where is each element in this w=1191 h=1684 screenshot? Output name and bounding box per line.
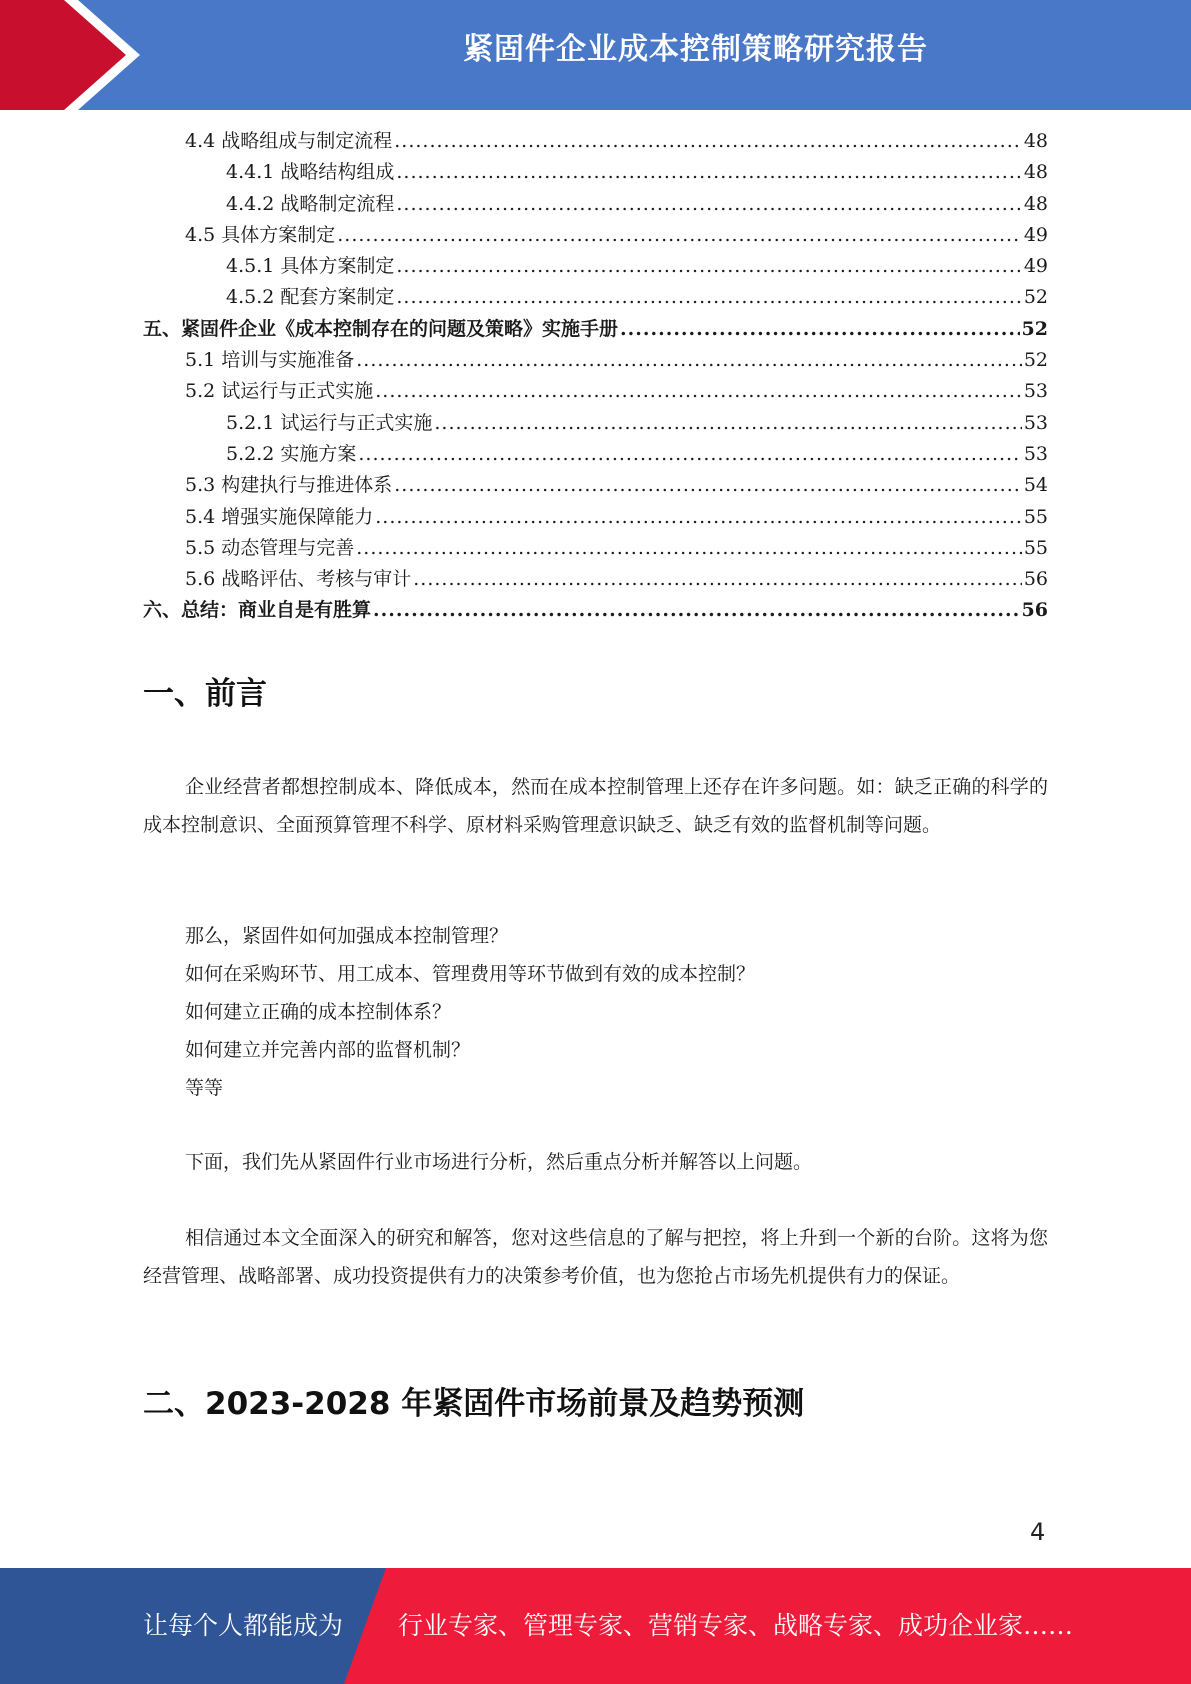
toc-dot-leader xyxy=(358,443,1021,465)
toc-entry[interactable] xyxy=(143,126,1048,157)
toc-entry-page: 54 xyxy=(1023,474,1048,497)
toc-entry-title: 5.4 增强实施保障能力 xyxy=(185,505,374,528)
toc-dot-leader xyxy=(337,224,1022,246)
toc-dot-leader xyxy=(396,255,1021,277)
page-footer xyxy=(0,1568,1191,1684)
toc-entry[interactable] xyxy=(143,157,1048,188)
toc-entry[interactable] xyxy=(143,220,1048,251)
toc-entry[interactable] xyxy=(143,595,1048,626)
toc-entry[interactable] xyxy=(143,439,1048,470)
toc-entry-title: 5.6 战略评估、考核与审计 xyxy=(185,568,412,591)
preface-paragraph-3: 相信通过本文全面深入的研究和解答，您对这些信息的了解与把控，将上升到一个新的台阶。这将为您经营管理、战略部署、成功投资提供有力的决策参考价值，也为您抢占市场先机提供有力的保证。 xyxy=(143,1227,1048,1287)
toc-entry-page: 56 xyxy=(1021,599,1048,622)
toc-entry[interactable] xyxy=(143,282,1048,313)
toc-entry[interactable] xyxy=(143,533,1048,564)
question-line: 如何建立正确的成本控制体系？ xyxy=(185,1001,452,1023)
toc-entry-title: 五、紧固件企业《成本控制存在的问题及策略》实施手册 xyxy=(143,317,619,340)
toc-entry-page: 53 xyxy=(1023,380,1048,403)
toc-entry[interactable] xyxy=(143,376,1048,407)
toc-entry-page: 52 xyxy=(1023,349,1048,372)
toc-entry-title: 4.5.1 具体方案制定 xyxy=(226,255,395,278)
toc-dot-leader xyxy=(373,599,1020,621)
toc-entry-page: 48 xyxy=(1023,130,1048,152)
toc-entry[interactable] xyxy=(143,408,1048,439)
footer-slogan-left: 让每个人都能成为 xyxy=(143,1611,344,1640)
section-heading-market-forecast: 二、2023-2028 年紧固件市场前景及趋势预测 xyxy=(143,1386,805,1422)
toc-entry[interactable] xyxy=(143,189,1048,220)
toc-entry-title: 5.2.1 试运行与正式实施 xyxy=(226,411,433,434)
toc-entry[interactable] xyxy=(143,251,1048,282)
table-of-contents xyxy=(143,126,1048,627)
toc-entry-page: 49 xyxy=(1023,223,1048,246)
page-header xyxy=(0,0,1191,110)
toc-dot-leader xyxy=(375,380,1022,402)
report-title: 紧固件企业成本控制策略研究报告 xyxy=(463,32,928,67)
toc-entry-title: 5.2 试运行与正式实施 xyxy=(185,380,374,403)
toc-dot-leader xyxy=(413,568,1022,590)
toc-dot-leader xyxy=(375,506,1022,528)
toc-entry-page: 48 xyxy=(1023,161,1048,184)
toc-entry[interactable] xyxy=(143,345,1048,376)
toc-entry-page: 48 xyxy=(1023,192,1048,215)
toc-dot-leader xyxy=(396,161,1021,183)
toc-entry-title: 4.4.1 战略结构组成 xyxy=(226,161,395,184)
toc-entry[interactable] xyxy=(143,470,1048,501)
preface-paragraph-2: 下面，我们先从紧固件行业市场进行分析，然后重点分析并解答以上问题。 xyxy=(185,1151,813,1173)
toc-entry-page: 56 xyxy=(1023,568,1048,591)
page-number: 4 xyxy=(1030,1518,1046,1546)
toc-entry-title: 4.4 战略组成与制定流程 xyxy=(185,130,393,152)
toc-dot-leader xyxy=(434,412,1021,434)
toc-entry-title: 4.5 具体方案制定 xyxy=(185,223,336,246)
toc-entry-page: 49 xyxy=(1023,255,1048,278)
toc-entry-title: 5.3 构建执行与推进体系 xyxy=(185,474,393,497)
toc-dot-leader xyxy=(356,537,1022,559)
toc-entry-page: 53 xyxy=(1023,442,1048,465)
toc-entry-title: 4.4.2 战略制定流程 xyxy=(226,192,395,215)
toc-entry-title: 5.2.2 实施方案 xyxy=(226,442,357,465)
toc-dot-leader xyxy=(396,286,1021,308)
toc-dot-leader xyxy=(394,474,1022,496)
toc-entry[interactable] xyxy=(143,314,1048,345)
toc-entry-title: 4.5.2 配套方案制定 xyxy=(226,286,395,309)
toc-entry[interactable] xyxy=(143,564,1048,595)
toc-entry-page: 52 xyxy=(1023,286,1048,309)
toc-entry-title: 5.1 培训与实施准备 xyxy=(185,349,355,372)
toc-entry-title: 六、总结：商业自是有胜算 xyxy=(143,599,372,622)
footer-slogan-right: 行业专家、管理专家、营销专家、战略专家、成功企业家…… xyxy=(398,1611,1074,1640)
toc-entry-title: 5.5 动态管理与完善 xyxy=(185,536,355,559)
question-line: 那么，紧固件如何加强成本控制管理？ xyxy=(185,925,509,947)
toc-dot-leader xyxy=(356,349,1022,371)
toc-entry-page: 53 xyxy=(1023,411,1048,434)
section-heading-preface: 一、前言 xyxy=(143,676,267,712)
preface-paragraph-1: 企业经营者都想控制成本、降低成本，然而在成本控制管理上还存在许多问题。如：缺乏正确的科学的成本控制意识、全面预算管理不科学、原材料采购管理意识缺乏、缺乏有效的监督机制等问题。 xyxy=(143,776,1048,836)
toc-dot-leader xyxy=(394,130,1022,152)
question-line: 如何在采购环节、用工成本、管理费用等环节做到有效的成本控制？ xyxy=(185,963,756,985)
question-line: 等等 xyxy=(185,1077,224,1099)
toc-entry-page: 55 xyxy=(1023,536,1048,559)
question-line: 如何建立并完善内部的监督机制？ xyxy=(185,1039,471,1061)
toc-entry[interactable] xyxy=(143,502,1048,533)
toc-dot-leader xyxy=(620,318,1020,340)
toc-entry-page: 55 xyxy=(1023,505,1048,528)
toc-entry-page: 52 xyxy=(1021,317,1048,340)
toc-dot-leader xyxy=(396,193,1021,215)
